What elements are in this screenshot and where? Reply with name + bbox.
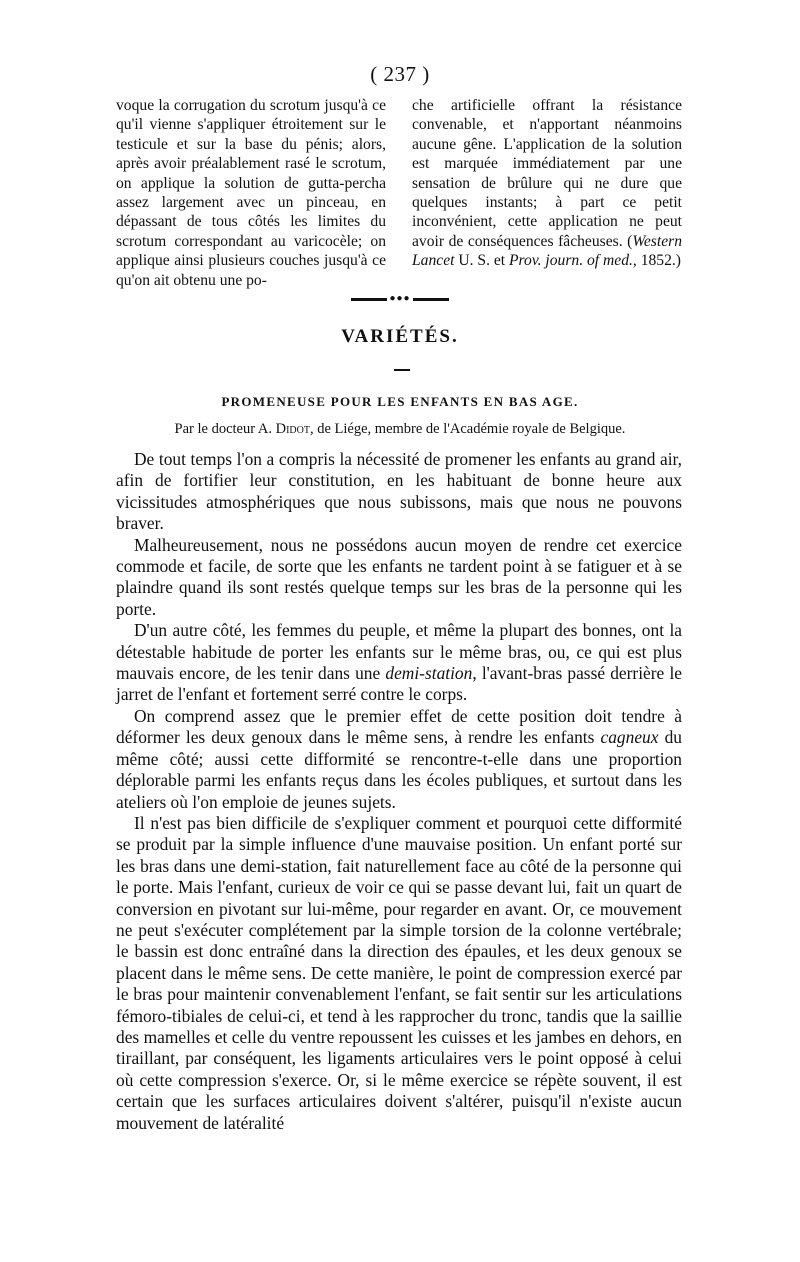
byline-author: Didot — [275, 421, 310, 437]
source-journal-1: Western Lancet — [412, 232, 682, 270]
source-year: , 1852.) — [632, 252, 681, 270]
paragraph-4-text-a: On comprend assez que le premier effet de cette position doit tendre à déformer les deux genoux dans le même sens, à rendre les enfants — [116, 705, 682, 748]
byline-suffix: , de Liége, membre de l'Académie royale de Belgique. — [309, 421, 626, 437]
byline-prefix: Par le docteur A. — [174, 421, 276, 437]
left-column — [116, 96, 386, 290]
paragraph-3-emphasis: demi-station — [385, 663, 473, 684]
two-column-block — [116, 96, 682, 290]
right-column-paragraph — [412, 96, 682, 271]
paragraph-4 — [116, 706, 682, 813]
section-title: VARIÉTÉS. — [341, 326, 459, 347]
paragraph-3-text-b: , l'avant-bras passé derrière le jarret de l'enfant et fortement serré contre le corps. — [116, 663, 682, 705]
source-mid: U. S. et — [454, 252, 510, 270]
paragraph-3 — [116, 620, 682, 706]
left-column-text: voque la corrugation du scrotum jusqu'à ce qu'il vienne s'appliquer étroitement sur le testicule et sur la base du pénis; alors, après avoir préalablement rasé le scrotum, on applique la solution de gutta-percha assez largement avec un pinceau, en dépassant de tous côtés les limites du scrotum correspondant au varicocèle; on applique ainsi plusieurs couches jusqu'à ce qu'on ait obtenu une po- — [116, 97, 386, 289]
paragraph-4-text-b: du même côté; aussi cette difformité se rencontre-t-elle dans une proportion déplorable parmi les enfants reçus dans les écoles publiques, et surtout dans les ateliers où l'on emploie de jeunes sujets. — [116, 727, 682, 812]
right-column — [412, 96, 682, 290]
byline — [0, 421, 800, 438]
divider-bar-left — [351, 298, 387, 301]
section-divider-ornament — [0, 294, 800, 304]
paragraph-3-text-a: D'un autre côté, les femmes du peuple, et même la plupart des bonnes, ont la détestable habitude de porter les enfants sur le même bras, ou, ce qui est plus mauvais encore, de les tenir dans une — [116, 620, 682, 684]
paragraph-5: Il n'est pas bien difficile de s'expliquer comment et pourquoi cette difformité se produit par la simple influence d'une mauvaise position. Un enfant porté sur les bras dans une demi-station, fait naturellement face au côté de la personne qui le porte. Mais l'enfant, curieux de voir ce qui se passe devant lui, fait un quart de conversion en pivotant sur lui-même, pour regarder en avant. Or, ce mouvement ne peut s'exécuter complétement par la simple torsion de la colonne vertébrale; le bassin est donc entraîné dans la direction des épaules, et les deux genoux se placent dans le même sens. De cette manière, le point de compression exercé par le bras pour maintenir convenablement l'enfant, se fait sentir sur les articulations fémoro-tibiales de celui-ci, et tend à les rapprocher du tronc, tandis que la saillie des mamelles et celle du ventre repoussent les cuisses et les jambes en dehors, en tiraillant, par conséquent, les ligaments articulaires vers le point opposé à celui où cette compression s'exerce. Or, si le même exercice se répète souvent, il est certain que les surfaces articulaires doivent s'altérer, puisqu'il n'existe aucun mouvement de latéralité — [116, 812, 682, 1133]
source-journal-2: Prov. journ. of med. — [509, 252, 633, 270]
paragraph-1: De tout temps l'on a compris la nécessité de promener les enfants au grand air, afin de fortifier leur constitution, en les habituant de bonne heure aux vicissitudes atmosphériques que nous subissons, mais que nous ne pouvons braver. — [116, 449, 682, 534]
paragraph-2: Malheureusement, nous ne possédons aucun moyen de rendre cet exercice commode et facile, de sorte que les enfants ne tardent point à se fatiguer et à se plaindre quand ils sont restés quelque temps sur les bras de la personne qui les porte. — [116, 534, 682, 619]
divider-bar-right — [413, 298, 449, 301]
source-open: ( — [622, 232, 633, 250]
article-title: PROMENEUSE POUR LES ENFANTS EN BAS AGE. — [221, 394, 579, 409]
paragraph-4-emphasis: cagneux — [600, 727, 659, 748]
page-number: ( 237 ) — [370, 62, 430, 86]
right-column-text: che artificielle offrant la résistance convenable, et n'apportant néanmoins aucune gêne. L'application de la solution est marquée immédiatement par une sensation de brûlure qui ne dure que quelques instants; à part ce petit inconvénient, cette application ne peut avoir de conséquences fâcheuses. — [412, 97, 682, 250]
short-rule — [394, 369, 410, 371]
divider-dots: ●●● — [389, 293, 411, 304]
article-body — [116, 449, 682, 1134]
